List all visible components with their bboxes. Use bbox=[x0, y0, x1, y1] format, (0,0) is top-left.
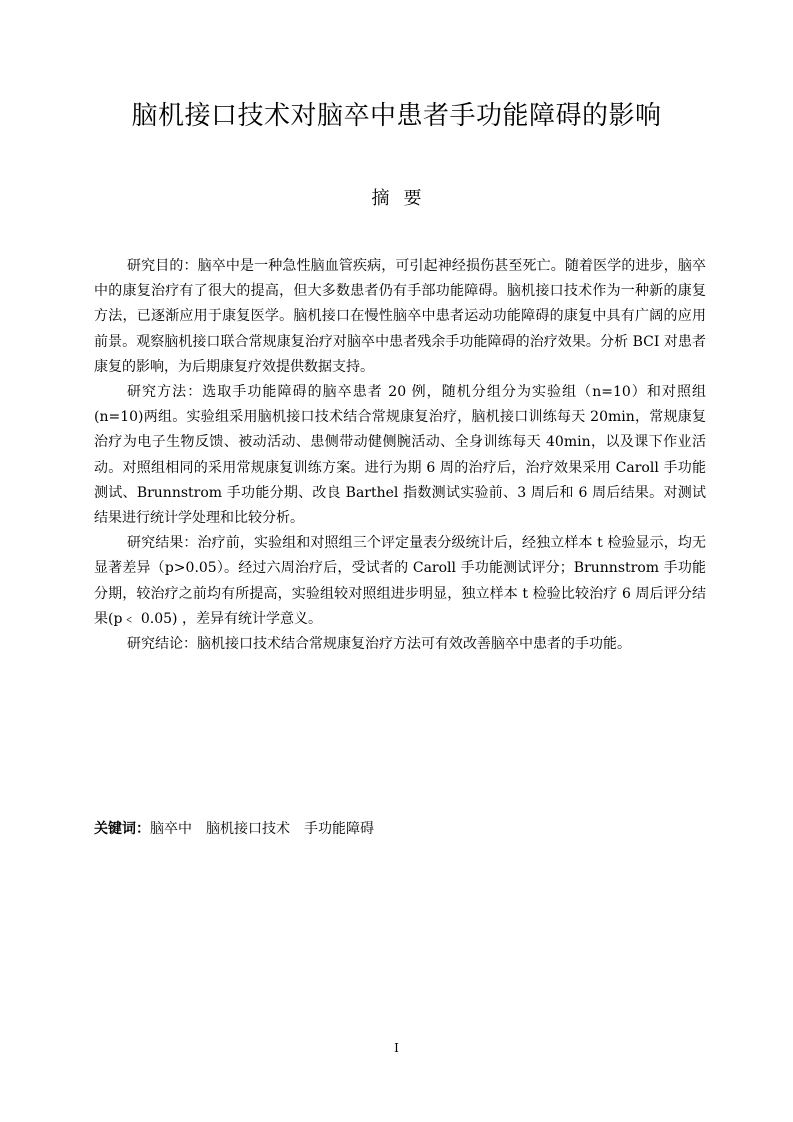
page-number: I bbox=[394, 1041, 399, 1055]
keywords-label: 关键词： bbox=[94, 821, 150, 837]
document-title: 脑机接口技术对脑卒中患者手功能障碍的影响 bbox=[131, 101, 662, 131]
abstract-paragraph-conclusion: 研究结论：脑机接口技术结合常规康复治疗方法可有效改善脑卒中患者的手功能。 bbox=[127, 636, 631, 653]
abstract-heading: 摘要 bbox=[371, 188, 436, 209]
abstract-body bbox=[94, 254, 706, 657]
abstract-paragraph-methods: 研究方法：选取手功能障碍的脑卒患者 20 例，随机分组分为实验组（n=10）和对照组(n=10)两组。实验组采用脑机接口技术结合常规康复治疗，脑机接口训练每天 20min，常规康复治疗为电子生物反馈、被动活动、患侧带动健侧腕活动、全身训练每天 40min，以及课下作业活动。对照组相同的采用常规康复训练方案。进行为期 6 周的治疗后，治疗效果采用 Caroll 手功能测试、Brunnstrom 手功能分期、改良 Barthel 指数测试实验前、3 周后和 6 周后结果。对测试结果进行统计学处理和比较分析。 bbox=[94, 384, 706, 527]
keywords-line bbox=[94, 817, 706, 842]
keyword-item: 脑机接口技术 bbox=[206, 821, 290, 837]
keyword-item: 手功能障碍 bbox=[304, 821, 374, 837]
abstract-paragraph-results: 研究结果：治疗前，实验组和对照组三个评定量表分级统计后，经独立样本 t 检验显示，均无显著差异（p>0.05）。经过六周治疗后，受试者的 Caroll 手功能测试评分；Brunnstrom 手功能分期，较治疗之前均有所提高，实验组较对照组进步明显，独立样本 t 检验比较治疗 6 周后评分结果(p﹤ 0.05) ，差异有统计学意义。 bbox=[94, 535, 706, 627]
abstract-paragraph-purpose: 研究目的：脑卒中是一种急性脑血管疾病，可引起神经损伤甚至死亡。随着医学的进步，脑卒中的康复治疗有了很大的提高，但大多数患者仍有手部功能障碍。脑机接口技术作为一种新的康复方法，已逐渐应用于康复医学。脑机接口在慢性脑卒中患者运动功能障碍的康复中具有广阔的应用前景。观察脑机接口联合常规康复治疗对脑卒中患者残余手功能障碍的治疗效果。分析 BCI 对患者康复的影响，为后期康复疗效提供数据支持。 bbox=[94, 258, 706, 375]
keyword-item: 脑卒中 bbox=[150, 821, 192, 837]
